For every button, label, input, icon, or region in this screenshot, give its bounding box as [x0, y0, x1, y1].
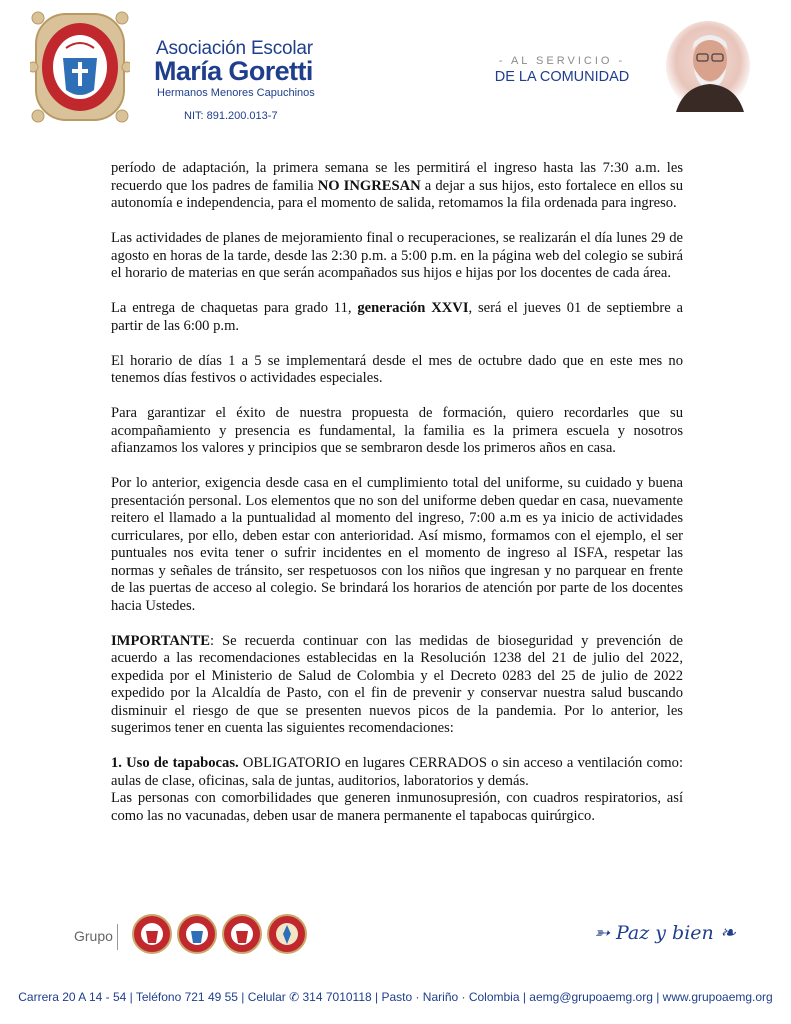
ornament-icon: ❧ [713, 922, 736, 944]
paragraph-masks: 1. Uso de tapabocas. OBLIGATORIO en lugares CERRADOS o sin acceso a ventilación como: aulas de clase, oficinas, sala de juntas, auditorios, laboratorios y demás. [111, 755, 683, 789]
paragraph-adaptation: período de adaptación, la primera semana se les permitirá el ingreso hasta las 7:30 a.m. les recuerdo que los padres de familia NO INGRESAN a dejar a sus hijos, esto fortalece en ellos su autonomía e independencia, para el momento de salida, retomamos la fila ordenada para ingreso. [111, 160, 684, 211]
arrow-left-icon: ➳ [594, 922, 616, 944]
footer-divider [117, 924, 118, 950]
paragraph-comorbidities: Las personas con comorbilidades que generen inmunosupresión, con cuadros respiratorios, así como las no vacunadas, deben usar de manera permanente el tapabocas quirúrgico. [111, 790, 683, 824]
motto-paz-y-bien: ➳ Paz y bien ❧ [594, 922, 736, 944]
school-logo-4 [268, 915, 306, 953]
paragraph-recovery-plans: Las actividades de planes de mejoramiento final o recuperaciones, se realizarán el día lunes 29 de agosto en horas de la tarde, desde las 2:30 p.m. a 5:00 p.m. en la página web del colegio se subirá el horario de materias en que serán acompañados sus hijos e hijas por los docentes de cada área. [111, 230, 683, 281]
paragraph-jackets: La entrega de chaquetas para grado 11, generación XXVI, será el jueves 01 de septiembre a partir de las 6:00 p.m. [111, 300, 683, 334]
nit-number: NIT: 891.200.013-7 [184, 110, 278, 122]
grupo-label: Grupo [74, 928, 113, 944]
service-tagline-top: - AL SERVICIO - [498, 55, 626, 67]
founder-portrait [664, 20, 752, 112]
school-logo-3 [223, 915, 261, 953]
org-name-line1: Asociación Escolar [156, 38, 313, 59]
paragraph-schedule: El horario de días 1 a 5 se implementará desde el mes de octubre dado que en este mes no tenemos días festivos o actividades especiales. [111, 352, 683, 386]
org-name-line2: María Goretti [154, 56, 313, 86]
school-seal-logo [30, 8, 130, 126]
school-logo-1 [133, 915, 171, 953]
paragraph-important: IMPORTANTE: Se recuerda continuar con las medidas de bioseguridad y prevención de acuerdo a las recomendaciones establecidas en la Resolución 1238 del 21 de julio del 2022, expedida por el Ministerio de Salud de Colombia y el Decreto 0283 del 25 de julio de 2022 expedido por la Alcaldía de Pasto, con el fin de prevenir y conservar nuestra salud buscando disminuir el riesgo de que se presenten nuevos picos de la pandemia. Por lo anterior, les sugerimos tener en cuenta las siguientes recomendaciones: [111, 632, 683, 736]
group-schools-logos [130, 913, 310, 955]
letter-body [111, 160, 683, 825]
service-tagline-bottom: DE LA COMUNIDAD [494, 69, 630, 85]
paragraph-uniform: Por lo anterior, exigencia desde casa en el cumplimiento total del uniforme, su cuidado y buena presentación personal. Los elementos que no son del uniforme deben quedar en casa, nuevamente reitero el llamado a la puntualidad al momento del ingreso, 7:00 a.m es ya inicio de actividades curriculares, por ello, deben estar con anterioridad. Así mismo, formamos con el ejemplo, el ser puntuales nos evita tener o sufrir incidentes en el momento de ingreso al ISFA, respetar las normas y señales de tránsito, ser respetuosos con los niños que ingresan y no parquear en frente de las puertas de acceso al colegio. Se brindará los horarios de atención por parte de los docentes hacia Ustedes. [111, 475, 683, 614]
org-subtitle: Hermanos Menores Capuchinos [157, 87, 315, 99]
paragraph-family: Para garantizar el éxito de nuestra propuesta de formación, quiero recordarles que su acompañamiento y presencia es fundamental, la familia es la primera escuela y nosotros afianzamos los valores y principios que se sembraron desde los primeros años en casa. [111, 405, 683, 456]
footer-address: Carrera 20 A 14 - 54 | Teléfono 721 49 55 | Celular ✆ 314 7010118 | Pasto · Nariño · Colombia | aemg@grupoaemg.org | www.grupoaemg.org [18, 990, 773, 1004]
school-logo-2 [178, 915, 216, 953]
